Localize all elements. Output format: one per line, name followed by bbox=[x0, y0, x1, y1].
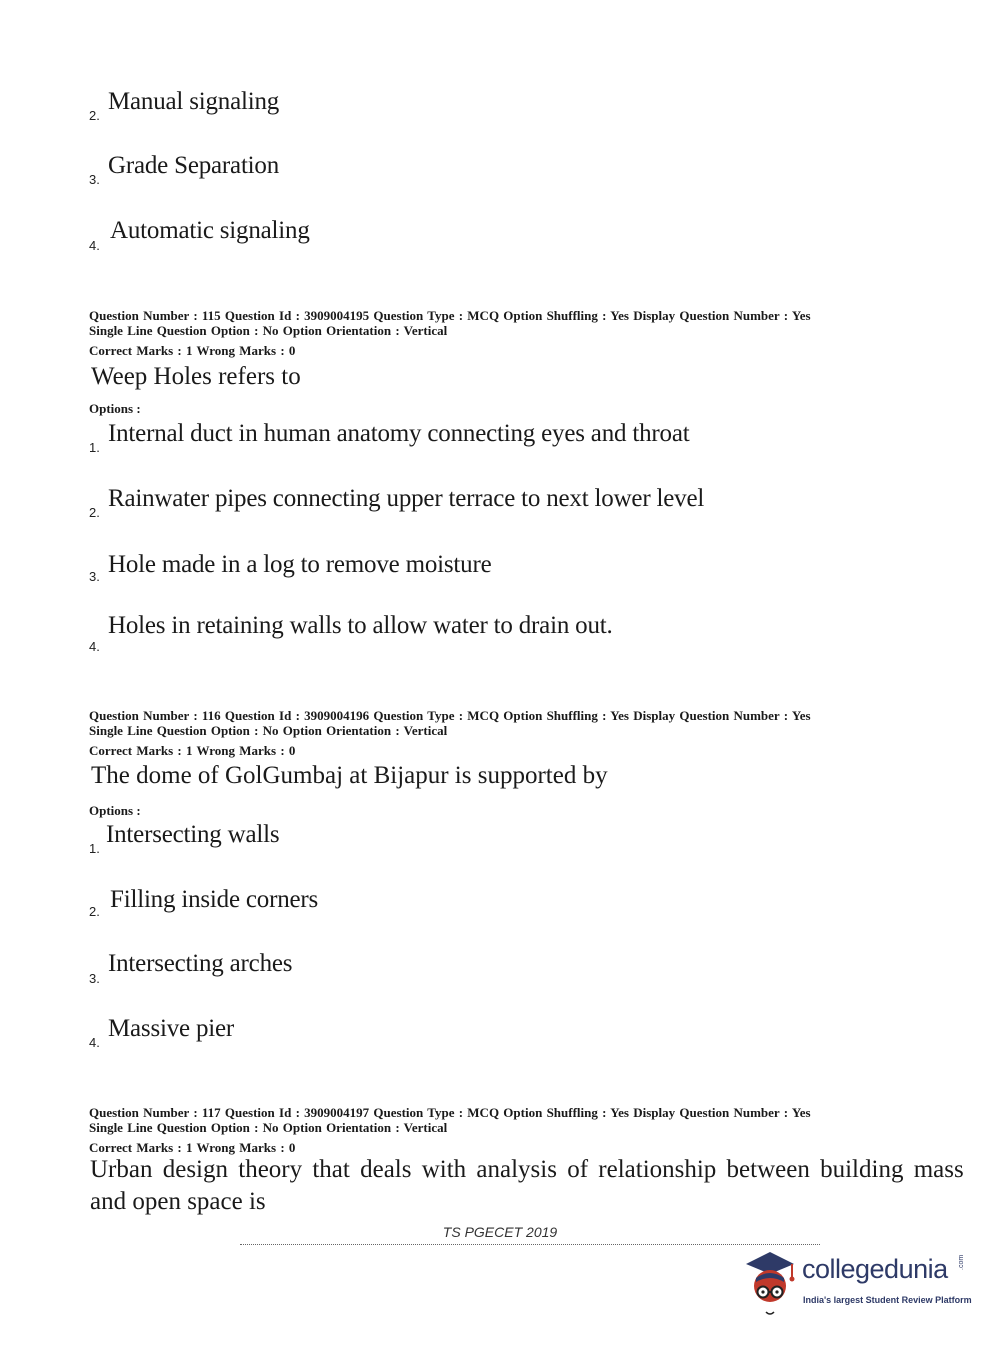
option-item bbox=[0, 950, 900, 990]
mascot-icon bbox=[740, 1248, 800, 1318]
question-stem: The dome of GolGumbaj at Bijapur is supported by bbox=[91, 762, 608, 789]
option-item bbox=[0, 420, 900, 460]
question-meta bbox=[89, 308, 811, 338]
option-number: 1. bbox=[89, 440, 100, 455]
options-label: Options : bbox=[89, 401, 141, 416]
question-marks: Correct Marks : 1 Wrong Marks : 0 bbox=[89, 343, 296, 358]
option-item bbox=[0, 551, 900, 591]
collegedunia-logo bbox=[740, 1248, 980, 1318]
option-number: 2. bbox=[89, 108, 100, 123]
option-number: 2. bbox=[89, 505, 100, 520]
option-text: Grade Separation bbox=[108, 152, 280, 179]
question-meta bbox=[89, 1105, 811, 1135]
option-item bbox=[0, 217, 900, 257]
option-number: 3. bbox=[89, 569, 100, 584]
page-footer: TS PGECET 2019 bbox=[442, 1224, 558, 1240]
footer-divider bbox=[240, 1244, 820, 1247]
question-stem: Weep Holes refers to bbox=[91, 363, 301, 390]
option-item bbox=[0, 612, 900, 652]
option-number: 4. bbox=[89, 238, 100, 253]
question-stem-line2: and open space is bbox=[90, 1188, 266, 1215]
option-text: Intersecting walls bbox=[106, 821, 280, 848]
question-meta-line1: Question Number : 115 Question Id : 3909004195 Question Type : MCQ Option Shuffling : Yes Display Question Number : Yes bbox=[89, 308, 811, 323]
question-marks: Correct Marks : 1 Wrong Marks : 0 bbox=[89, 743, 296, 758]
question-meta-line2: Single Line Question Option : No Option Orientation : Vertical bbox=[89, 1120, 448, 1135]
option-number: 4. bbox=[89, 1035, 100, 1050]
option-number: 4. bbox=[89, 639, 100, 654]
option-item bbox=[0, 1015, 900, 1055]
option-text: Filling inside corners bbox=[110, 886, 319, 913]
option-item bbox=[0, 88, 900, 128]
option-item bbox=[0, 886, 900, 926]
brand-com: .com bbox=[958, 1254, 965, 1270]
brand-tagline: India's largest Student Review Platform bbox=[803, 1295, 972, 1305]
question-meta-line2: Single Line Question Option : No Option Orientation : Vertical bbox=[89, 723, 448, 738]
question-meta-line1: Question Number : 117 Question Id : 3909004197 Question Type : MCQ Option Shuffling : Yes Display Question Number : Yes bbox=[89, 1105, 811, 1120]
option-text: Internal duct in human anatomy connecting eyes and throat bbox=[108, 420, 690, 447]
option-text: Hole made in a log to remove moisture bbox=[108, 551, 492, 578]
option-item bbox=[0, 821, 900, 861]
options-label: Options : bbox=[89, 803, 141, 818]
option-number: 1. bbox=[89, 841, 100, 856]
question-meta-line1: Question Number : 116 Question Id : 3909004196 Question Type : MCQ Option Shuffling : Yes Display Question Number : Yes bbox=[89, 708, 811, 723]
option-text: Rainwater pipes connecting upper terrace to next lower level bbox=[108, 485, 705, 512]
option-text: Automatic signaling bbox=[110, 217, 310, 244]
option-text: Manual signaling bbox=[108, 88, 280, 115]
option-text: Intersecting arches bbox=[108, 950, 293, 977]
option-item bbox=[0, 152, 900, 192]
option-text: Holes in retaining walls to allow water to drain out. bbox=[108, 612, 613, 639]
brand-name: collegedunia bbox=[802, 1254, 948, 1284]
question-marks: Correct Marks : 1 Wrong Marks : 0 bbox=[89, 1140, 296, 1155]
option-number: 3. bbox=[89, 172, 100, 187]
question-stem-line1: Urban design theory that deals with analysis of relationship between building mass bbox=[90, 1156, 964, 1183]
option-number: 2. bbox=[89, 904, 100, 919]
option-number: 3. bbox=[89, 971, 100, 986]
option-text: Massive pier bbox=[108, 1015, 235, 1042]
option-item bbox=[0, 485, 900, 525]
question-meta bbox=[89, 708, 811, 738]
question-meta-line2: Single Line Question Option : No Option Orientation : Vertical bbox=[89, 323, 448, 338]
